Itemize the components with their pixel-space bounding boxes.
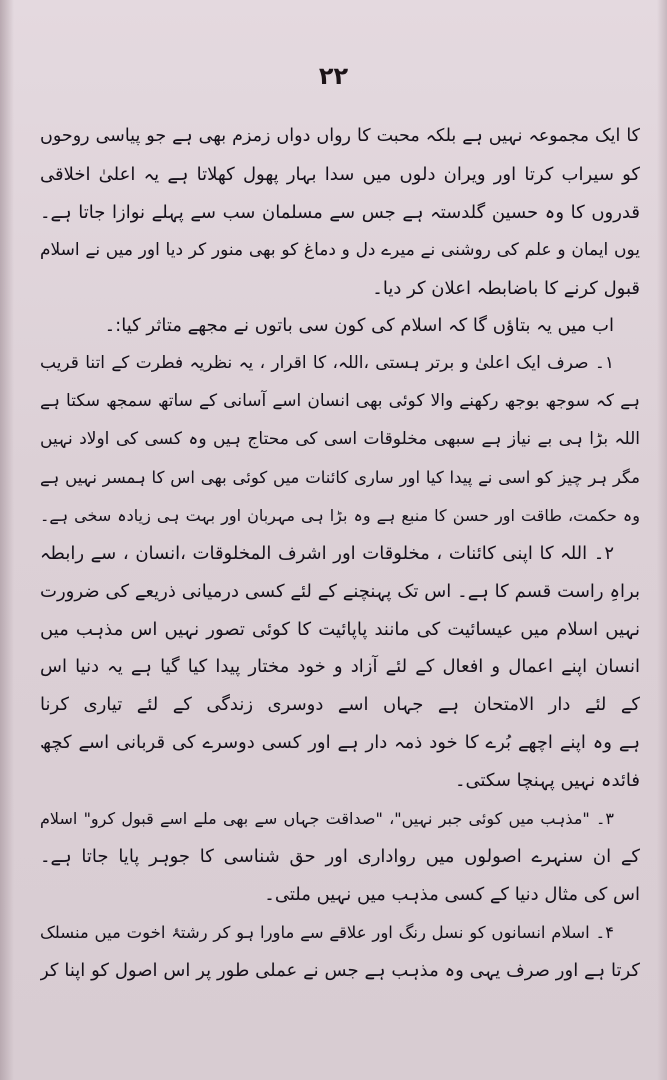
text-line: کو سیراب کرتا اور ویران دلوں میں سدا بہار پھول کھلاتا ہے یہ اعلیٰ اخلاقی <box>40 163 640 185</box>
text-line: یوں ایمان و علم کی روشنی نے میرے دل و دماغ کو بھی منور کر دیا اور میں نے اسلام <box>40 239 640 260</box>
text-line: کا ایک مجموعہ نہیں ہے بلکہ محبت کا رواں دواں زمزم بھی ہے جو پیاسی روحوں <box>40 126 640 146</box>
text-line: ہے کہ سوجھ بوجھ رکھنے والا کوئی بھی انسان اسے آسانی کے ساتھ سمجھ سکتا ہے <box>40 391 640 412</box>
page-number: ۲۲ <box>318 62 349 90</box>
text-line: کرتا ہے اور صرف یہی وہ مذہب ہے جس نے عملی طور پر اس اصول کو اپنا کر <box>40 959 640 981</box>
text-line: ہے وہ اپنے اچھے بُرے کا خود ذمہ دار ہے اور کسی دوسرے کی قربانی اسے کچھ <box>40 732 640 754</box>
body-text <box>40 118 640 989</box>
text-line: انسان اپنے اعمال و افعال کے لئے آزاد و خود مختار پیدا کیا گیا ہے یہ دنیا اس <box>40 656 640 678</box>
text-line: ۳۔ "مذہب میں کوئی جبر نہیں"، "صداقت جہاں سے بھی ملے اسے قبول کرو" اسلام <box>40 809 614 829</box>
text-line: براہِ راست قسم کا ہے۔ اس تک پہنچنے کے لئے کسی درمیانی ذریعے کی ضرورت <box>40 580 640 602</box>
page-shadow-left <box>0 0 14 1080</box>
text-line: قبول کرنے کا باضابطہ اعلان کر دیا۔ <box>372 277 640 299</box>
text-line: کے لئے دار الامتحان ہے جہاں اسے دوسری زندگی کے لئے تیاری کرنا <box>40 694 640 716</box>
page-shadow-right <box>657 0 667 1080</box>
text-line: فائدہ نہیں پہنچا سکتی۔ <box>454 770 640 792</box>
text-line: ۱۔ صرف ایک اعلیٰ و برتر ہستی ،اللہ، کا اقرار ، یہ نظریہ فطرت کے اتنا قریب <box>40 353 614 374</box>
text-line: ۲۔ اللہ کا اپنی کائنات ، مخلوقات اور اشرف المخلوقات ،انسان ، سے رابطہ <box>40 542 614 564</box>
text-line: اللہ بڑا ہی بے نیاز ہے سبھی مخلوقات اسی کی محتاج ہیں وہ کسی کی اولاد نہیں <box>40 429 640 450</box>
text-line: اب میں یہ بتاؤں گا کہ اسلام کی کون سی باتوں نے مجھے متاثر کیا:۔ <box>104 315 614 337</box>
text-line: اس کی مثال دنیا کے کسی مذہب میں نہیں ملتی۔ <box>264 883 640 905</box>
text-line: مگر ہر چیز کو اسی نے پیدا کیا اور ساری کائنات میں کوئی بھی اس کا ہمسر نہیں ہے <box>40 468 640 488</box>
text-line: نہیں اسلام میں عیسائیت کی مانند پاپائیت کا کوئی تصور نہیں اس مذہب میں <box>40 618 640 640</box>
text-line: وہ حکمت، طاقت اور حسن کا منبع ہے وہ بڑا ہی مہربان اور بہت ہی زیادہ سخی ہے۔ <box>40 505 640 525</box>
text-line: کے ان سنہرے اصولوں میں رواداری اور حق شناسی کا جوہر پایا جاتا ہے۔ <box>40 845 640 867</box>
text-line: قدروں کا وہ حسین گلدستہ ہے جس سے مسلمان سب سے پہلے نوازا جاتا ہے۔ <box>40 201 640 223</box>
text-line: ۴۔ اسلام انسانوں کو نسل رنگ اور علاقے سے ماورا ہو کر رشتۂ اخوت میں منسلک <box>40 922 614 942</box>
